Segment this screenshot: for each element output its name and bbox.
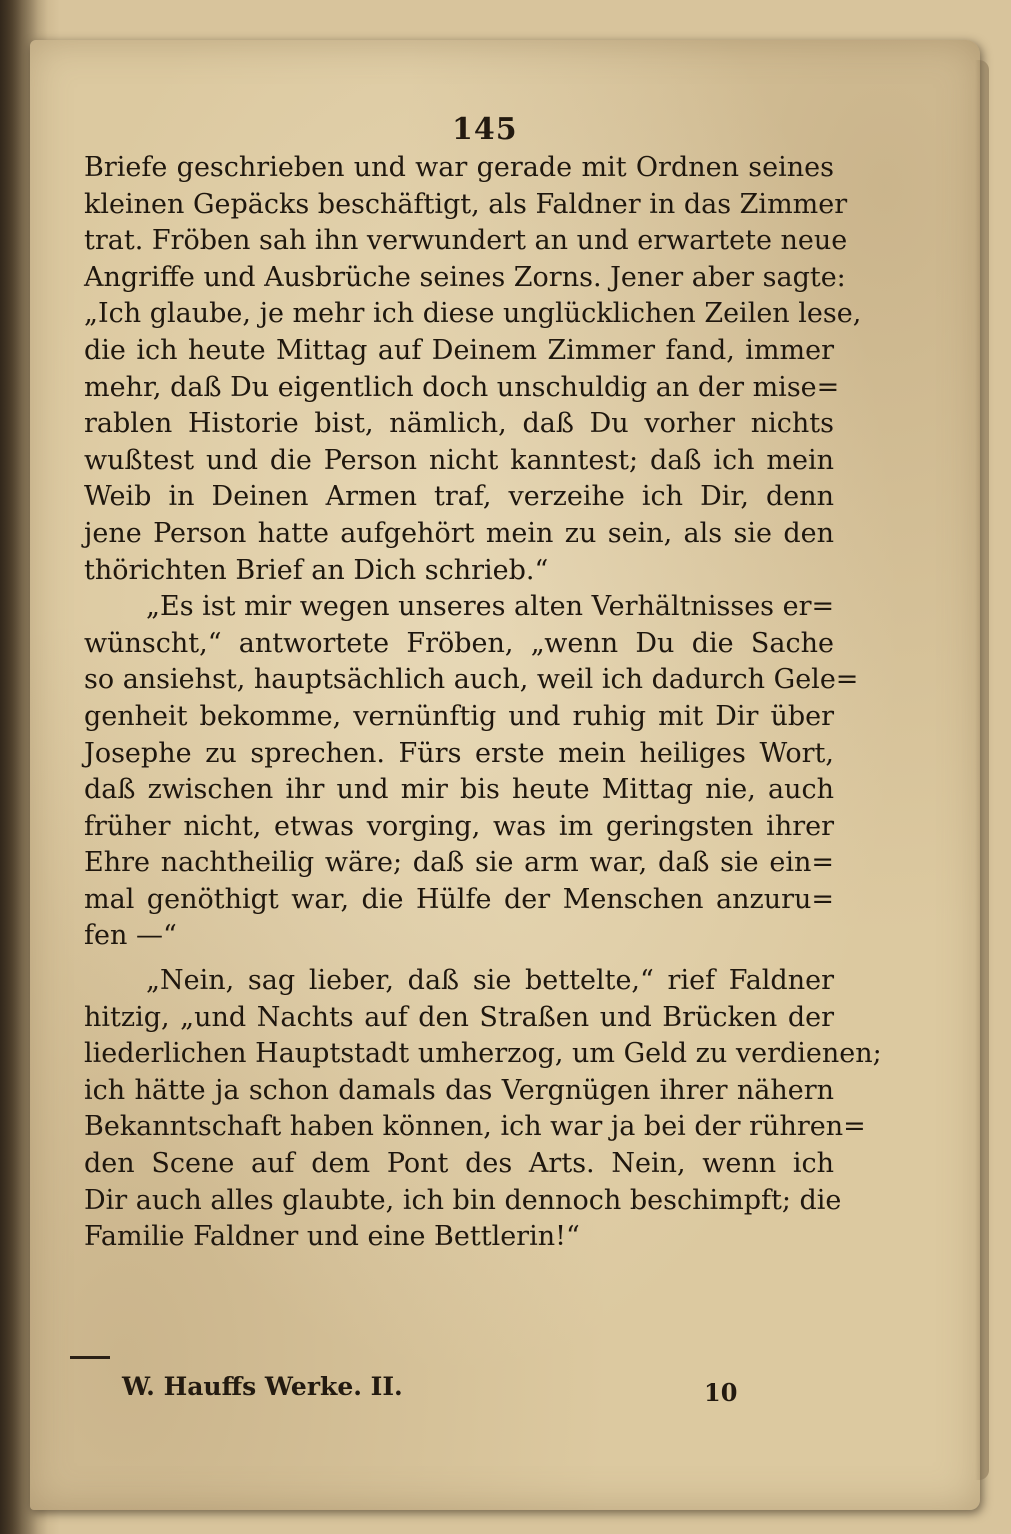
page-number: 145 <box>452 112 518 147</box>
text-line: thörichten Brief an Dich schrieb.“ <box>84 554 549 586</box>
text-line: kleinen Gepäcks beschäftigt, als Faldner in das Zimmer <box>84 188 848 220</box>
text-line: früher nicht, etwas vorging, was im geringsten ihrer <box>84 810 834 842</box>
text-line: „Es ist mir wegen unseres alten Verhältnisses er= <box>146 591 835 623</box>
text-line: Weib in Deinen Armen traf, verzeihe ich Dir, denn <box>84 481 834 513</box>
text-line: liederlichen Hauptstadt umherzog, um Geld zu verdienen; <box>84 1038 882 1070</box>
footer-rule <box>70 1356 110 1359</box>
text-line: Briefe geschrieben und war gerade mit Ordnen seines <box>84 152 834 183</box>
text-line: Angriffe und Ausbrüche seines Zorns. Jener aber sagte: <box>84 261 846 293</box>
page-body <box>84 150 882 1256</box>
text-line: „Nein, sag lieber, daß sie bettelte,“ rief Faldner <box>146 965 834 997</box>
text-line: mal genöthigt war, die Hülfe der Menschen anzuru= <box>84 883 834 915</box>
page-edge <box>975 60 989 1480</box>
text-line: wußtest und die Person nicht kanntest; daß ich mein <box>84 444 834 476</box>
text-line: daß zwischen ihr und mir bis heute Mittag nie, auch <box>84 774 834 806</box>
paragraph-3 <box>84 963 882 1256</box>
text-line: jene Person hatte aufgehört mein zu sein, als sie den <box>84 517 834 549</box>
text-line: genheit bekomme, vernünftig und ruhig mit Dir über <box>84 700 834 732</box>
text-line: ich hätte ja schon damals das Vergnügen ihrer nähern <box>84 1074 834 1106</box>
text-line: die ich heute Mittag auf Deinem Zimmer fand, immer <box>84 334 834 366</box>
text-line: so ansiehst, hauptsächlich auch, weil ich dadurch Gele= <box>84 664 859 696</box>
signature-mark: 10 <box>704 1378 738 1407</box>
text-line: rablen Historie bist, nämlich, daß Du vorher nichts <box>84 408 834 440</box>
text-line: Ehre nachtheilig wäre; daß sie arm war, daß sie ein= <box>84 847 834 879</box>
text-line: Josephe zu sprechen. Fürs erste mein heiliges Wort, <box>84 737 834 769</box>
paragraph-2 <box>84 589 859 955</box>
text-line: wünscht,“ antwortete Fröben, „wenn Du die Sache <box>84 627 834 659</box>
text-line: Dir auch alles glaubte, ich bin dennoch beschimpft; die <box>84 1184 842 1216</box>
text-line: fen —“ <box>84 920 177 952</box>
text-line: „Ich glaube, je mehr ich diese unglücklichen Zeilen lese, <box>84 298 862 330</box>
text-line: Bekanntschaft haben können, ich war ja bei der rühren= <box>84 1111 866 1143</box>
footer-title: W. Hauffs Werke. II. <box>122 1372 403 1401</box>
text-line: den Scene auf dem Pont des Arts. Nein, wenn ich <box>84 1148 834 1180</box>
text-line: hitzig, „und Nachts auf den Straßen und Brücken der <box>84 1001 834 1033</box>
text-line: trat. Fröben sah ihn verwundert an und erwartete neue <box>84 225 848 257</box>
text-line: Familie Faldner und eine Bettlerin!“ <box>84 1221 580 1253</box>
paragraph-1 <box>84 150 862 589</box>
text-line: mehr, daß Du eigentlich doch unschuldig an der mise= <box>84 371 840 403</box>
